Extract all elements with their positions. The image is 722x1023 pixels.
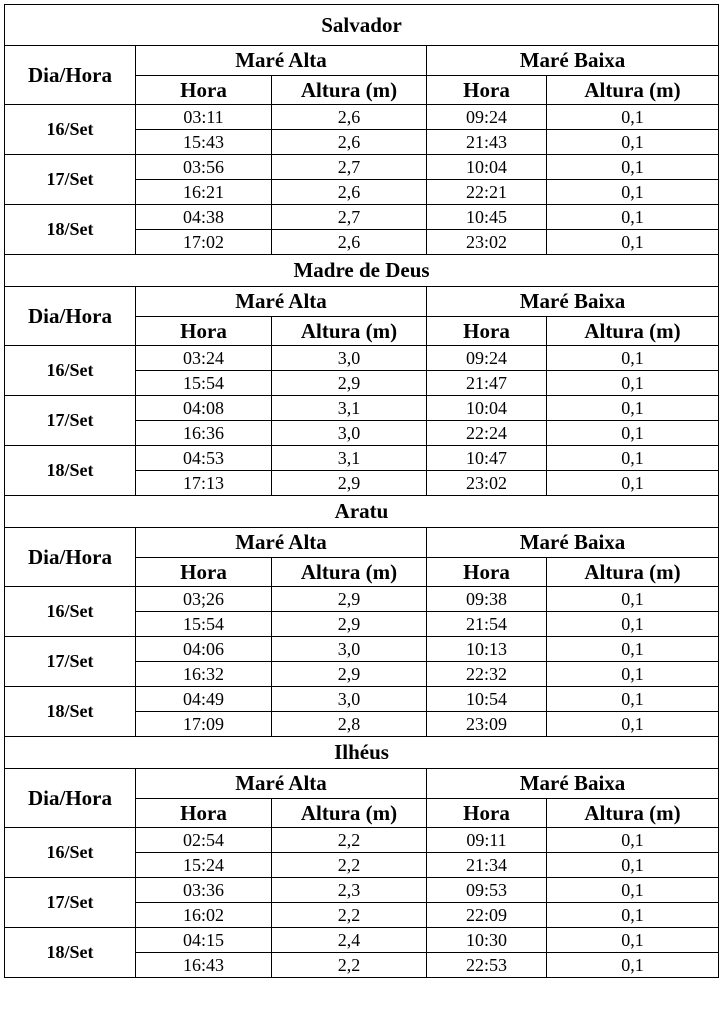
baixa-hora-cell: 09:24 (427, 105, 547, 130)
location-title-row (5, 496, 719, 528)
header-group-row (5, 287, 719, 317)
alta-hora-cell: 15:54 (136, 612, 272, 637)
table-row (5, 587, 719, 612)
alta-hora-cell: 04:49 (136, 687, 272, 712)
alta-altura-cell: 2,6 (272, 230, 427, 255)
alta-hora-cell: 04:06 (136, 637, 272, 662)
baixa-hora-cell: 21:34 (427, 853, 547, 878)
day-cell: 18/Set (5, 687, 136, 737)
alta-hora-cell: 04:38 (136, 205, 272, 230)
alta-hora-cell: 03;26 (136, 587, 272, 612)
table-row (5, 105, 719, 130)
baixa-hora-cell: 22:09 (427, 903, 547, 928)
baixa-hora-cell: 10:13 (427, 637, 547, 662)
alta-altura-cell: 3,0 (272, 687, 427, 712)
altura-header: Altura (m) (272, 317, 427, 346)
dia-hora-header: Dia/Hora (5, 46, 136, 105)
alta-hora-cell: 17:09 (136, 712, 272, 737)
baixa-hora-cell: 09:24 (427, 346, 547, 371)
baixa-hora-cell: 09:38 (427, 587, 547, 612)
location-title-row (5, 737, 719, 769)
alta-altura-cell: 2,3 (272, 878, 427, 903)
alta-altura-cell: 3,0 (272, 346, 427, 371)
dia-hora-header: Dia/Hora (5, 528, 136, 587)
table-row (5, 828, 719, 853)
baixa-altura-cell: 0,1 (547, 587, 719, 612)
alta-altura-cell: 2,2 (272, 903, 427, 928)
location-block (5, 255, 719, 496)
baixa-hora-cell: 22:24 (427, 421, 547, 446)
baixa-hora-cell: 22:21 (427, 180, 547, 205)
baixa-altura-cell: 0,1 (547, 155, 719, 180)
day-cell: 18/Set (5, 446, 136, 496)
baixa-altura-cell: 0,1 (547, 105, 719, 130)
alta-altura-cell: 2,9 (272, 587, 427, 612)
baixa-hora-cell: 22:53 (427, 953, 547, 978)
location-title: Ilhéus (5, 737, 719, 769)
mare-alta-header: Maré Alta (136, 769, 427, 799)
hora-header: Hora (427, 799, 547, 828)
alta-altura-cell: 2,7 (272, 205, 427, 230)
mare-baixa-header: Maré Baixa (427, 46, 719, 76)
altura-header: Altura (m) (272, 799, 427, 828)
location-block (5, 496, 719, 737)
hora-header: Hora (136, 799, 272, 828)
day-cell: 16/Set (5, 105, 136, 155)
mare-baixa-header: Maré Baixa (427, 287, 719, 317)
alta-altura-cell: 2,4 (272, 928, 427, 953)
altura-header: Altura (m) (272, 558, 427, 587)
altura-header: Altura (m) (272, 76, 427, 105)
baixa-hora-cell: 21:47 (427, 371, 547, 396)
alta-hora-cell: 17:13 (136, 471, 272, 496)
alta-hora-cell: 16:43 (136, 953, 272, 978)
dia-hora-header: Dia/Hora (5, 769, 136, 828)
alta-altura-cell: 2,9 (272, 371, 427, 396)
altura-header: Altura (m) (547, 76, 719, 105)
baixa-hora-cell: 10:30 (427, 928, 547, 953)
location-block (5, 5, 719, 255)
baixa-hora-cell: 21:54 (427, 612, 547, 637)
baixa-hora-cell: 10:54 (427, 687, 547, 712)
alta-altura-cell: 2,9 (272, 612, 427, 637)
alta-hora-cell: 16:32 (136, 662, 272, 687)
baixa-altura-cell: 0,1 (547, 903, 719, 928)
table-row (5, 687, 719, 712)
alta-hora-cell: 15:54 (136, 371, 272, 396)
hora-header: Hora (136, 558, 272, 587)
alta-altura-cell: 2,9 (272, 471, 427, 496)
mare-baixa-header: Maré Baixa (427, 528, 719, 558)
day-cell: 16/Set (5, 587, 136, 637)
alta-hora-cell: 03:11 (136, 105, 272, 130)
hora-header: Hora (427, 76, 547, 105)
location-title-row (5, 255, 719, 287)
day-cell: 17/Set (5, 878, 136, 928)
baixa-altura-cell: 0,1 (547, 205, 719, 230)
baixa-hora-cell: 10:45 (427, 205, 547, 230)
baixa-hora-cell: 10:04 (427, 396, 547, 421)
alta-hora-cell: 04:08 (136, 396, 272, 421)
alta-hora-cell: 04:15 (136, 928, 272, 953)
alta-altura-cell: 2,8 (272, 712, 427, 737)
baixa-hora-cell: 22:32 (427, 662, 547, 687)
baixa-altura-cell: 0,1 (547, 953, 719, 978)
alta-altura-cell: 2,6 (272, 180, 427, 205)
hora-header: Hora (136, 317, 272, 346)
table-row (5, 446, 719, 471)
day-cell: 18/Set (5, 928, 136, 978)
baixa-altura-cell: 0,1 (547, 421, 719, 446)
alta-altura-cell: 2,6 (272, 105, 427, 130)
table-row (5, 205, 719, 230)
baixa-altura-cell: 0,1 (547, 130, 719, 155)
baixa-hora-cell: 23:02 (427, 230, 547, 255)
tide-table (4, 4, 719, 978)
table-row (5, 928, 719, 953)
baixa-altura-cell: 0,1 (547, 637, 719, 662)
alta-altura-cell: 3,1 (272, 446, 427, 471)
baixa-altura-cell: 0,1 (547, 853, 719, 878)
location-title: Madre de Deus (5, 255, 719, 287)
baixa-hora-cell: 09:53 (427, 878, 547, 903)
table-row (5, 396, 719, 421)
location-title-row (5, 5, 719, 46)
day-cell: 17/Set (5, 637, 136, 687)
alta-hora-cell: 03:56 (136, 155, 272, 180)
alta-hora-cell: 03:24 (136, 346, 272, 371)
baixa-altura-cell: 0,1 (547, 471, 719, 496)
baixa-altura-cell: 0,1 (547, 687, 719, 712)
alta-hora-cell: 02:54 (136, 828, 272, 853)
alta-altura-cell: 3,1 (272, 396, 427, 421)
alta-hora-cell: 03:36 (136, 878, 272, 903)
hora-header: Hora (427, 317, 547, 346)
baixa-altura-cell: 0,1 (547, 180, 719, 205)
altura-header: Altura (m) (547, 799, 719, 828)
alta-altura-cell: 2,2 (272, 828, 427, 853)
hora-header: Hora (136, 76, 272, 105)
mare-baixa-header: Maré Baixa (427, 769, 719, 799)
header-group-row (5, 769, 719, 799)
baixa-altura-cell: 0,1 (547, 662, 719, 687)
day-cell: 17/Set (5, 396, 136, 446)
alta-hora-cell: 17:02 (136, 230, 272, 255)
baixa-altura-cell: 0,1 (547, 878, 719, 903)
baixa-hora-cell: 10:04 (427, 155, 547, 180)
altura-header: Altura (m) (547, 317, 719, 346)
table-row (5, 878, 719, 903)
alta-altura-cell: 2,6 (272, 130, 427, 155)
baixa-altura-cell: 0,1 (547, 828, 719, 853)
baixa-altura-cell: 0,1 (547, 612, 719, 637)
alta-altura-cell: 3,0 (272, 421, 427, 446)
baixa-altura-cell: 0,1 (547, 346, 719, 371)
day-cell: 17/Set (5, 155, 136, 205)
altura-header: Altura (m) (547, 558, 719, 587)
mare-alta-header: Maré Alta (136, 528, 427, 558)
alta-hora-cell: 16:02 (136, 903, 272, 928)
table-row (5, 155, 719, 180)
alta-hora-cell: 16:36 (136, 421, 272, 446)
baixa-altura-cell: 0,1 (547, 928, 719, 953)
alta-altura-cell: 2,2 (272, 853, 427, 878)
header-group-row (5, 528, 719, 558)
baixa-hora-cell: 21:43 (427, 130, 547, 155)
baixa-altura-cell: 0,1 (547, 371, 719, 396)
dia-hora-header: Dia/Hora (5, 287, 136, 346)
alta-hora-cell: 15:43 (136, 130, 272, 155)
baixa-hora-cell: 10:47 (427, 446, 547, 471)
baixa-hora-cell: 23:02 (427, 471, 547, 496)
alta-hora-cell: 15:24 (136, 853, 272, 878)
alta-altura-cell: 3,0 (272, 637, 427, 662)
baixa-hora-cell: 23:09 (427, 712, 547, 737)
table-row (5, 346, 719, 371)
alta-hora-cell: 04:53 (136, 446, 272, 471)
alta-hora-cell: 16:21 (136, 180, 272, 205)
baixa-hora-cell: 09:11 (427, 828, 547, 853)
baixa-altura-cell: 0,1 (547, 230, 719, 255)
day-cell: 16/Set (5, 828, 136, 878)
alta-altura-cell: 2,7 (272, 155, 427, 180)
baixa-altura-cell: 0,1 (547, 712, 719, 737)
baixa-altura-cell: 0,1 (547, 446, 719, 471)
baixa-altura-cell: 0,1 (547, 396, 719, 421)
location-title: Aratu (5, 496, 719, 528)
header-group-row (5, 46, 719, 76)
alta-altura-cell: 2,9 (272, 662, 427, 687)
table-row (5, 637, 719, 662)
mare-alta-header: Maré Alta (136, 287, 427, 317)
alta-altura-cell: 2,2 (272, 953, 427, 978)
mare-alta-header: Maré Alta (136, 46, 427, 76)
day-cell: 18/Set (5, 205, 136, 255)
location-block (5, 737, 719, 978)
day-cell: 16/Set (5, 346, 136, 396)
location-title: Salvador (5, 5, 719, 46)
hora-header: Hora (427, 558, 547, 587)
